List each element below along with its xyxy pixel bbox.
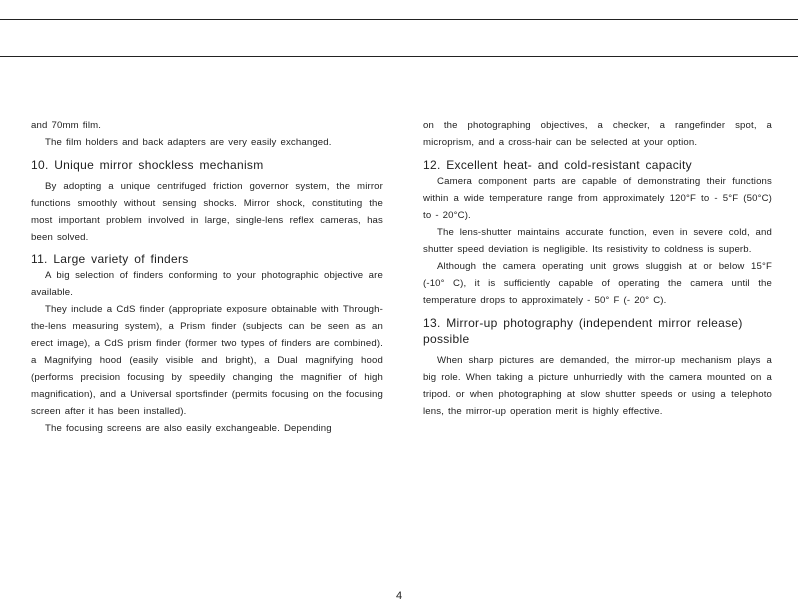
section-heading-12: 12. Excellent heat- and cold-resistant capacity [423,158,692,172]
paragraph: Although the camera operating unit grows sluggish at or below 15°F (-10° C), it is sufficiently capable of operating the camera until the temperature drops to approximately - 50° F (- 20° C). [423,261,772,306]
paragraph: The focusing screens are also easily exchangeable. Depending [45,423,332,434]
paragraph: The film holders and back adapters are very easily exchanged. [45,137,332,148]
paragraph: and 70mm film. [31,120,102,131]
left-column [31,117,383,437]
header-rule [0,56,798,57]
paragraph: By adopting a unique centrifuged friction governor system, the mirror functions smoothly without sensing shocks. Mirror shock, constituting the most important problem involved in large, single-lens reflex cameras, has been solved. [31,181,383,243]
paragraph: The lens-shutter maintains accurate function, even in severe cold, and shutter speed deviation is negligible. Its resistivity to coldness is superb. [423,227,772,255]
paragraph: They include a CdS finder (appropriate exposure obtainable with Through-the-lens measuring system), a Prism finder (subjects can be seen as an erect image), a CdS prism finder (former two types of finders are combined). a Magnifying hood (easily visible and bright), a Dual magnifying hood (performs precision focusing by speedily changing the magnifier of high magnification), and a Universal sportsfinder (permits focusing on the focusing screen after it has been installed). [31,304,383,417]
section-heading-11: 11. Large variety of finders [31,252,189,266]
section-heading-10: 10. Unique mirror shockless mechanism [31,158,264,172]
right-column [423,117,772,420]
paragraph: When sharp pictures are demanded, the mirror-up mechanism plays a big role. When taking a picture unhurriedly with the camera mounted on a tripod. or when photographing at slow shutter speeds or using a telephoto lens, the mirror-up operation merit is highly effective. [423,355,772,417]
page-number: 4 [395,590,403,602]
paragraph: A big selection of finders conforming to your photographic objective are available. [31,270,383,298]
paragraph: on the photographing objectives, a checker, a rangefinder spot, a microprism, and a cross-hair can be selected at your option. [423,120,772,148]
section-heading-13: 13. Mirror-up photography (independent mirror release) possible [423,316,743,346]
top-rule [0,19,798,20]
paragraph: Camera component parts are capable of demonstrating their functions within a wide temperature range from approximately 120°F to - 5°F (50°C) to - 20°C). [423,176,772,221]
